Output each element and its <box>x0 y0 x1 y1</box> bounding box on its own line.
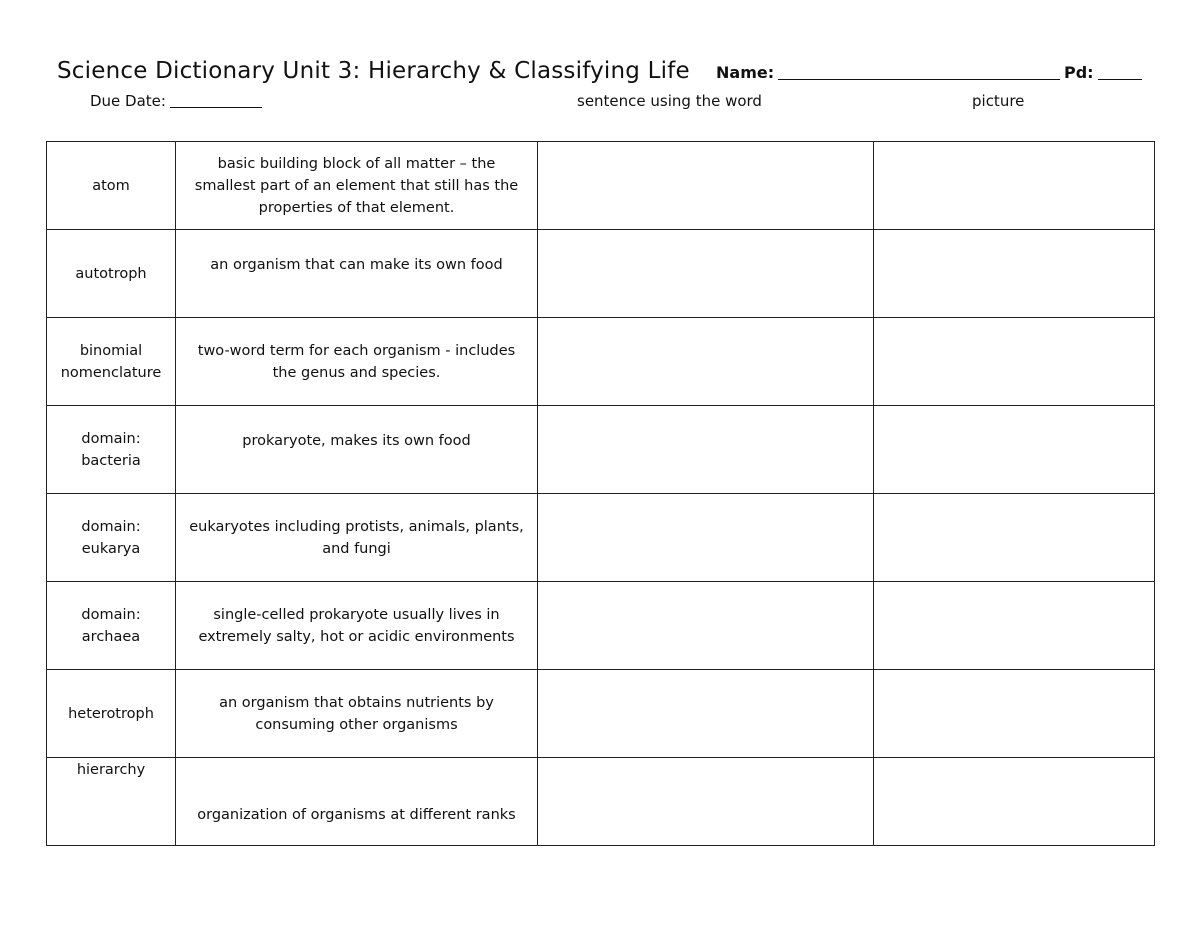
term-cell: atom <box>47 142 176 230</box>
term-cell: hierarchy <box>47 758 176 846</box>
term-cell: autotroph <box>47 230 176 318</box>
picture-cell[interactable] <box>874 758 1155 846</box>
table-row <box>47 670 1155 758</box>
name-field <box>716 63 1060 82</box>
due-date-label: Due Date: <box>90 92 166 110</box>
definition-cell: basic building block of all matter – the smallest part of an element that still has the properties of that element. <box>176 142 538 230</box>
definition-cell: two-word term for each organism - includes the genus and species. <box>176 318 538 406</box>
picture-cell[interactable] <box>874 494 1155 582</box>
period-blank[interactable] <box>1098 63 1142 80</box>
sentence-cell[interactable] <box>538 670 874 758</box>
table-row <box>47 142 1155 230</box>
worksheet-title: Science Dictionary Unit 3: Hierarchy & Classifying Life <box>57 58 690 84</box>
definition-cell: prokaryote, makes its own food <box>176 406 538 494</box>
table-row <box>47 230 1155 318</box>
term-cell: domain: bacteria <box>47 406 176 494</box>
term-cell: domain: archaea <box>47 582 176 670</box>
picture-cell[interactable] <box>874 230 1155 318</box>
picture-cell[interactable] <box>874 670 1155 758</box>
due-date-blank[interactable] <box>170 93 262 108</box>
term-cell: binomial nomenclature <box>47 318 176 406</box>
sentence-cell[interactable] <box>538 142 874 230</box>
period-label: Pd: <box>1064 63 1094 82</box>
definition-cell: organization of organisms at different ranks <box>176 758 538 846</box>
dictionary-table <box>46 141 1155 846</box>
column-header-picture: picture <box>972 92 1025 110</box>
picture-cell[interactable] <box>874 582 1155 670</box>
sentence-cell[interactable] <box>538 582 874 670</box>
picture-cell[interactable] <box>874 406 1155 494</box>
table-row <box>47 758 1155 846</box>
table-row <box>47 494 1155 582</box>
term-cell: domain: eukarya <box>47 494 176 582</box>
definition-cell: eukaryotes including protists, animals, plants, and fungi <box>176 494 538 582</box>
name-label: Name: <box>716 63 775 82</box>
sentence-cell[interactable] <box>538 318 874 406</box>
sentence-cell[interactable] <box>538 230 874 318</box>
definition-cell: an organism that obtains nutrients by consuming other organisms <box>176 670 538 758</box>
picture-cell[interactable] <box>874 142 1155 230</box>
definition-cell: single-celled prokaryote usually lives in extremely salty, hot or acidic environments <box>176 582 538 670</box>
sentence-cell[interactable] <box>538 494 874 582</box>
table-row <box>47 582 1155 670</box>
due-date-field <box>90 92 262 110</box>
sentence-cell[interactable] <box>538 758 874 846</box>
picture-cell[interactable] <box>874 318 1155 406</box>
term-cell: heterotroph <box>47 670 176 758</box>
name-blank[interactable] <box>778 63 1060 80</box>
table-row <box>47 318 1155 406</box>
table-row <box>47 406 1155 494</box>
sentence-cell[interactable] <box>538 406 874 494</box>
period-field <box>1064 63 1142 82</box>
column-header-sentence: sentence using the word <box>577 92 762 110</box>
definition-cell: an organism that can make its own food <box>176 230 538 318</box>
